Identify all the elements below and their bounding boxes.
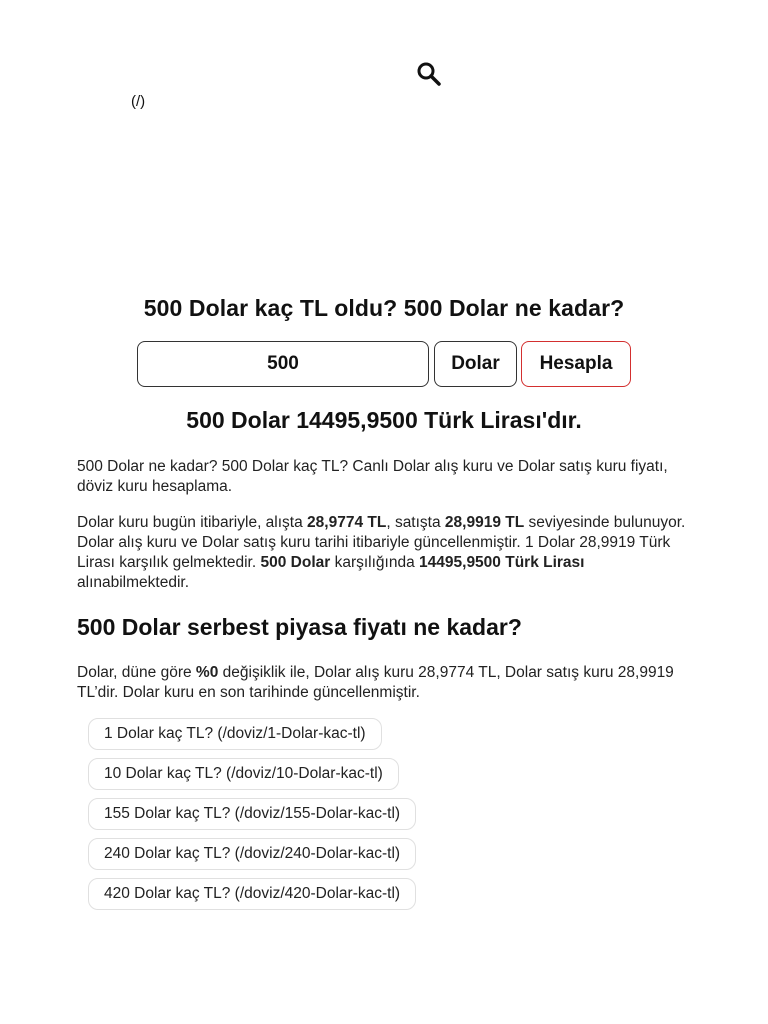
related-link[interactable]: 420 Dolar kaç TL? (/doviz/420-Dolar-kac-tl) bbox=[88, 878, 416, 910]
buy-rate: 28,9774 TL bbox=[307, 514, 387, 531]
list-item bbox=[88, 878, 416, 910]
rates-text-5: alınabilmektedir. bbox=[77, 574, 190, 591]
home-link[interactable]: (/) bbox=[131, 93, 146, 110]
list-item bbox=[88, 758, 416, 790]
list-item bbox=[88, 718, 416, 750]
result-heading: 500 Dolar 14495,9500 Türk Lirası'dır. bbox=[186, 407, 582, 433]
rates-text-3: seviyesinde bulunuyor. Dolar alış kuru ve Dolar satış kuru tarihi itibariyle güncellenmiştir. 1 Dolar 28,9919 Türk Lirası karşılık gelmektedir. bbox=[77, 514, 686, 571]
calculate-button[interactable]: Hesapla bbox=[521, 341, 631, 387]
total-label: 14495,9500 Türk Lirası bbox=[419, 554, 585, 571]
market-paragraph bbox=[77, 663, 697, 703]
rates-text-4: karşılığında bbox=[330, 554, 420, 571]
amount-input[interactable] bbox=[137, 341, 429, 387]
rates-text-2: , satışta bbox=[386, 514, 445, 531]
related-links-list bbox=[88, 718, 416, 918]
related-link[interactable]: 10 Dolar kaç TL? (/doviz/10-Dolar-kac-tl) bbox=[88, 758, 399, 790]
amount-label: 500 Dolar bbox=[260, 554, 331, 571]
market-text-1: Dolar, düne göre bbox=[77, 664, 196, 681]
market-heading: 500 Dolar serbest piyasa fiyatı ne kadar? bbox=[77, 614, 522, 640]
currency-select-button[interactable]: Dolar bbox=[434, 341, 517, 387]
related-link[interactable]: 155 Dolar kaç TL? (/doviz/155-Dolar-kac-tl) bbox=[88, 798, 416, 830]
related-link[interactable]: 240 Dolar kaç TL? (/doviz/240-Dolar-kac-tl) bbox=[88, 838, 416, 870]
list-item bbox=[88, 838, 416, 870]
rates-text-1: Dolar kuru bugün itibariyle, alışta bbox=[77, 514, 308, 531]
intro-paragraph: 500 Dolar ne kadar? 500 Dolar kaç TL? Canlı Dolar alış kuru ve Dolar satış kuru fiyatı, döviz kuru hesaplama. bbox=[77, 458, 668, 495]
list-item bbox=[88, 798, 416, 830]
market-text-2: değişiklik ile, Dolar alış kuru 28,9774 TL, Dolar satış kuru 28,9919 TL’dir. Dolar kuru en son tarihinde güncellenmiştir. bbox=[77, 664, 674, 701]
sell-rate: 28,9919 TL bbox=[444, 514, 525, 531]
page-title: 500 Dolar kaç TL oldu? 500 Dolar ne kadar? bbox=[143, 295, 625, 321]
related-link[interactable]: 1 Dolar kaç TL? (/doviz/1-Dolar-kac-tl) bbox=[88, 718, 382, 750]
rates-paragraph bbox=[77, 513, 697, 593]
change-percent: %0 bbox=[195, 664, 219, 681]
search-icon[interactable] bbox=[416, 61, 442, 87]
